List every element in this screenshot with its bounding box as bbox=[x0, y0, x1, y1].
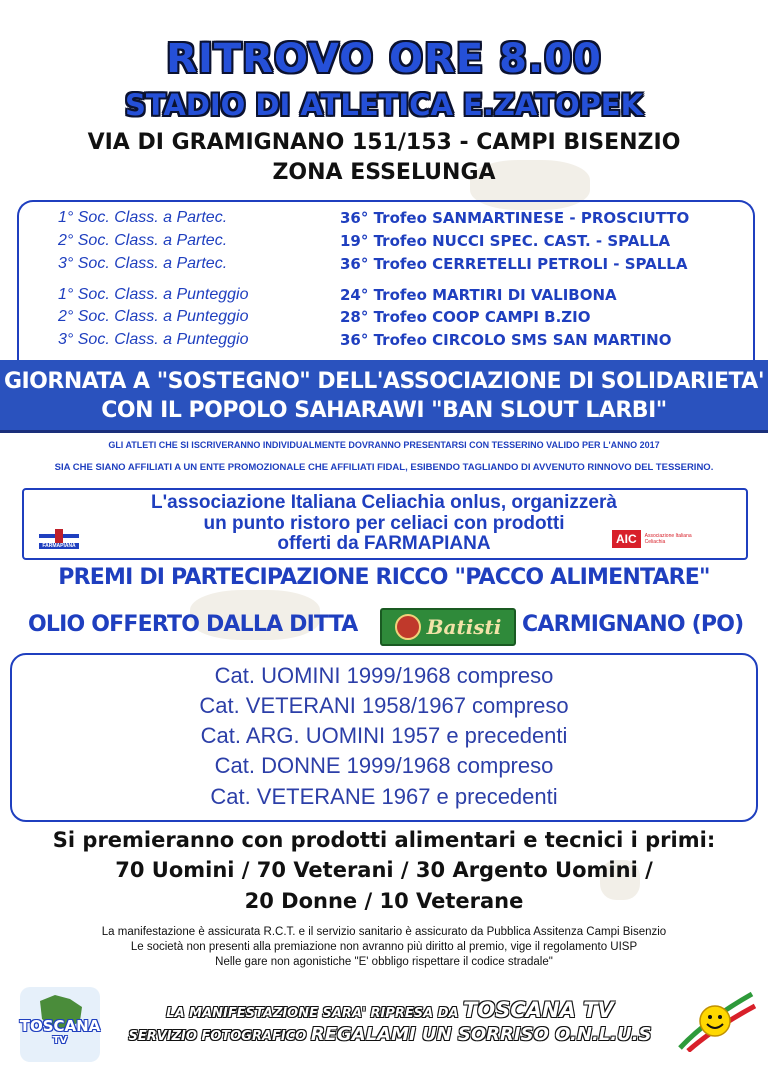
trophy-name: 36° Trofeo CIRCOLO SMS SAN MARTINO bbox=[340, 331, 672, 349]
awards-line-3: 20 Donne / 10 Veterane bbox=[244, 889, 524, 913]
footer-line-3: Nelle gare non agonistiche "E' obbligo rispettare il codice stradale" bbox=[215, 956, 553, 968]
trophy-name: 36° Trofeo SANMARTINESE - PROSCIUTTO bbox=[340, 209, 690, 227]
class-label: 2° Soc. Class. a Partec. bbox=[58, 232, 228, 249]
awards-line-2: 70 Uomini / 70 Veterani / 30 Argento Uomini / bbox=[115, 858, 653, 882]
farmapiana-logo bbox=[32, 526, 86, 552]
category-line: Cat. VETERANI 1958/1967 compreso bbox=[199, 693, 569, 718]
trophy-row bbox=[58, 232, 738, 254]
class-label: 3° Soc. Class. a Partec. bbox=[58, 255, 228, 272]
zone-text: ZONA ESSELUNGA bbox=[272, 160, 496, 185]
banner-line-2: CON IL POPOLO SAHARAWI "BAN SLOUT LARBI" bbox=[101, 398, 667, 423]
class-label: 1° Soc. Class. a Punteggio bbox=[58, 286, 249, 303]
notice-line-2: SIA CHE SIANO AFFILIATI A UN ENTE PROMOZIONALE CHE AFFILIATI FIDAL, ESIBENDO TAGLIANDO DI AVVENUTO RINNOVO DEL TESSERINO. bbox=[54, 462, 714, 473]
meeting-time-title: RITROVO ORE 8.00 bbox=[166, 36, 602, 82]
category-line: Cat. DONNE 1999/1968 compreso bbox=[214, 753, 554, 778]
trophy-row bbox=[58, 286, 738, 308]
batisti-emblem-icon bbox=[395, 614, 421, 640]
photo-service-name: REGALAMI UN SORRISO O.N.L.U.S bbox=[310, 1024, 652, 1045]
photo-service-prefix: SERVIZIO FOTOGRAFICO bbox=[128, 1029, 307, 1044]
batisti-label: Batisti bbox=[426, 615, 502, 639]
toscana-tv-sublabel: TV bbox=[52, 1035, 68, 1046]
toscana-label: TOSCANA bbox=[19, 1017, 101, 1035]
trophy-row bbox=[58, 255, 738, 277]
trophy-row bbox=[58, 308, 738, 330]
banner-line-1: GIORNATA A "SOSTEGNO" DELL'ASSOCIAZIONE DI SOLIDARIETA' bbox=[3, 369, 765, 394]
aic-sub-label: Associazione Italiana Celiachia bbox=[644, 533, 692, 545]
category-line: Cat. UOMINI 1999/1968 compreso bbox=[214, 663, 554, 688]
participation-prize-text: PREMI DI PARTECIPAZIONE RICCO "PACCO ALIMENTARE" bbox=[58, 565, 710, 590]
photo-service-line bbox=[105, 1024, 675, 1045]
aic-logo bbox=[612, 528, 732, 550]
celiac-line-3: offerti da FARMAPIANA bbox=[277, 533, 491, 554]
aic-label: AIC bbox=[612, 530, 641, 548]
class-label: 1° Soc. Class. a Partec. bbox=[58, 209, 228, 226]
celiac-line-1: L'associazione Italiana Celiachia onlus, organizzerà bbox=[151, 492, 617, 513]
trophy-name: 28° Trofeo COOP CAMPI B.ZIO bbox=[340, 308, 591, 326]
address-text: VIA DI GRAMIGNANO 151/153 - CAMPI BISENZIO bbox=[87, 130, 681, 155]
trophy-name: 19° Trofeo NUCCI SPEC. CAST. - SPALLA bbox=[340, 232, 671, 250]
regalami-un-sorriso-logo bbox=[676, 990, 756, 1052]
farmapiana-label: FARMAPIANA bbox=[39, 543, 78, 549]
celiac-line-2: un punto ristoro per celiaci con prodotti bbox=[203, 513, 565, 534]
tv-coverage-prefix: LA MANIFESTAZIONE SARA' RIPRESA DA bbox=[166, 1006, 459, 1021]
tv-channel-name: TOSCANA TV bbox=[463, 998, 614, 1022]
category-line: Cat. VETERANE 1967 e precedenti bbox=[210, 784, 558, 809]
stadium-title: STADIO DI ATLETICA E.ZATOPEK bbox=[124, 88, 644, 122]
trophy-name: 24° Trofeo MARTIRI DI VALIBONA bbox=[340, 286, 617, 304]
oil-sponsor-right: CARMIGNANO (PO) bbox=[522, 612, 744, 637]
trophy-row bbox=[58, 331, 738, 353]
batisti-logo bbox=[380, 608, 516, 646]
oil-sponsor-left: OLIO OFFERTO DALLA DITTA bbox=[28, 612, 358, 637]
trophy-name: 36° Trofeo CERRETELLI PETROLI - SPALLA bbox=[340, 255, 688, 273]
notice-line-1: GLI ATLETI CHE SI ISCRIVERANNO INDIVIDUALMENTE DOVRANNO PRESENTARSI CON TESSERINO VALIDO PER L'ANNO 2017 bbox=[108, 440, 660, 450]
awards-line-1: Si premieranno con prodotti alimentari e tecnici i primi: bbox=[52, 828, 716, 852]
trophy-row bbox=[58, 209, 738, 231]
toscana-tv-logo bbox=[20, 987, 100, 1062]
solidarity-banner bbox=[0, 360, 768, 433]
class-label: 3° Soc. Class. a Punteggio bbox=[58, 331, 249, 348]
class-label: 2° Soc. Class. a Punteggio bbox=[58, 308, 249, 325]
footer-line-2: Le società non presenti alla premiazione non avranno più diritto al premio, vige il regolamento UISP bbox=[130, 941, 638, 953]
cross-icon bbox=[39, 529, 79, 543]
smiley-face-icon bbox=[698, 1004, 732, 1038]
footer-line-1: La manifestazione è assicurata R.C.T. e il servizio sanitario è assicurato da Pubblica Assitenza Campi Bisenzio bbox=[101, 926, 667, 938]
category-line: Cat. ARG. UOMINI 1957 e precedenti bbox=[200, 723, 568, 748]
tv-coverage-line bbox=[130, 998, 650, 1022]
